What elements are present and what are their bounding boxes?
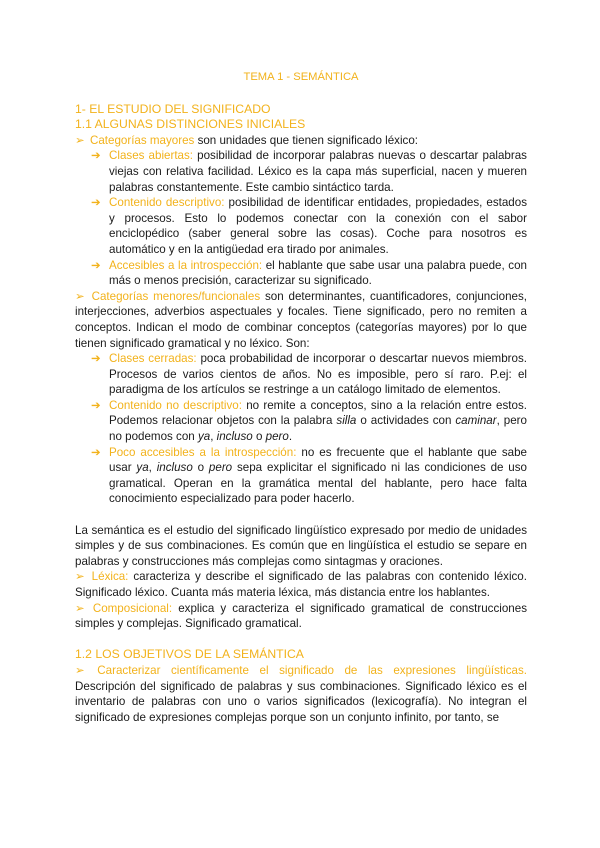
term-text: . <box>288 430 293 444</box>
document-title: TEMA 1 - SEMÁNTICA <box>243 71 359 83</box>
bullet-categorias-mayores <box>75 133 527 149</box>
separator: , <box>148 461 157 475</box>
term-text: son unidades que tienen significado léxico: <box>194 133 418 147</box>
spacer <box>75 632 527 648</box>
term-label: Categorías menores/funcionales <box>91 289 261 303</box>
term-text: posibilidad de identificar entidades, propiedades, estados y procesos. Esto lo podemos conectar con la conexión con el sabor enciclopédico (saber general sobre las cosas). Coche para nosotros es automático y en la antigüedad era tirado por animales. <box>109 196 528 256</box>
paragraph-semantica: La semántica es el estudio del significado lingüístico expresado por medio de unidades simples y de sus combinaciones. Es común que en lingüística el estudio se separe en palabras y construcciones más complejas como sintagmas y oraciones. <box>75 523 527 568</box>
term-label: Léxica: <box>91 570 129 584</box>
term-text: o actividades con <box>356 414 456 428</box>
term-label: Clases abiertas: <box>109 149 194 163</box>
document-body <box>75 70 527 725</box>
term-label: Contenido descriptivo: <box>109 196 225 210</box>
heading-1-1: 1.1 ALGUNAS DISTINCIONES INICIALES <box>75 117 306 132</box>
term-text: caracteriza y describe el significado de las palabras con contenido léxico. Significado léxico. Cuanta más materia léxica, más distancia entre los hablantes. <box>75 570 527 599</box>
example-word: incluso <box>156 461 193 475</box>
example-word: pero <box>208 461 233 475</box>
term-text: Descripción del significado de palabras y sus combinaciones. Significado léxico es el inventario de palabras con uno o varios significados (lexicografía). No integran el significado de expresiones complejas porque son un conjunto infinito, por tanto, se <box>75 679 527 724</box>
bullet-icon: ➢ <box>75 663 85 677</box>
subitem-clases-cerradas <box>75 351 527 398</box>
subitem-contenido-descriptivo <box>75 195 527 257</box>
bullet-composicional <box>75 601 527 632</box>
subitem-accesibles <box>75 258 527 289</box>
term-label: Caracterizar científicamente el significado de las expresiones lingüísticas. <box>97 663 527 677</box>
term-text: posibilidad de incorporar palabras nuevas o descartar palabras viejas con relativa facilidad. Léxico es la capa más superficial, nacen y mueren palabras constantemente. Este cambio sintáctico tarda. <box>109 149 527 194</box>
term-label: Contenido no descriptivo: <box>109 398 242 412</box>
arrow-icon: ➔ <box>91 398 101 412</box>
bullet-caracterizar <box>75 663 527 725</box>
example-word: incluso <box>216 430 253 444</box>
heading-1-2: 1.2 LOS OBJETIVOS DE LA SEMÁNTICA <box>75 647 304 662</box>
term-label: Categorías mayores <box>89 133 195 147</box>
bullet-icon: ➢ <box>75 289 85 303</box>
term-text: explica y caracteriza el significado gramatical de construcciones simples y complejas. Significado gramatical. <box>75 601 527 631</box>
example-word: ya <box>197 430 211 444</box>
subitem-contenido-no-descriptivo <box>75 398 527 445</box>
separator: o <box>252 430 266 444</box>
example-word: pero <box>265 430 289 444</box>
bullet-icon: ➢ <box>75 570 85 584</box>
spacer <box>75 507 527 523</box>
arrow-icon: ➔ <box>91 445 101 459</box>
term-label: Composicional: <box>92 601 173 615</box>
subitem-clases-abiertas <box>75 148 527 195</box>
bullet-icon: ➢ <box>75 133 85 147</box>
term-text: son determinantes, cuantificadores, conjunciones, interjecciones, adverbios aspectuales y focales. Tiene significado, pero no remiten a conceptos. Indican el modo de combinar conceptos (categorías mayores) por lo que tienen significado gramatical y no léxico. Son: <box>75 289 527 350</box>
example-word: ya <box>136 461 149 475</box>
bullet-icon: ➢ <box>75 601 85 615</box>
separator: , <box>210 430 217 444</box>
subitem-poco-accesibles <box>75 445 527 507</box>
bullet-categorias-menores <box>75 289 527 351</box>
term-label: Clases cerradas: <box>109 352 197 366</box>
term-text: el hablante que sabe usar una palabra puede, con más o menos precisión, caracterizar su significado. <box>109 258 527 288</box>
term-text: no remite a conceptos, sino a la relación entre estos. Podemos relacionar objetos con la palabra <box>109 398 527 428</box>
example-word: silla <box>336 414 357 428</box>
example-word: caminar <box>455 414 497 428</box>
bullet-lexica <box>75 569 527 600</box>
arrow-icon: ➔ <box>91 149 101 163</box>
term-label: Poco accesibles a la introspección: <box>109 445 297 459</box>
separator: o <box>192 461 209 475</box>
arrow-icon: ➔ <box>91 196 101 210</box>
term-text: , pero no podemos con <box>109 414 527 444</box>
term-text: poca probabilidad de incorporar o descartar nuevos miembros. Procesos de varios cientos de años. No es imposible, pero sí raro. P.ej: el paradigma de los artículos se restringe a un catálogo limitado de elementos. <box>109 352 527 397</box>
arrow-icon: ➔ <box>91 258 101 272</box>
heading-1: 1- EL ESTUDIO DEL SIGNIFICADO <box>75 101 271 116</box>
term-label: Accesibles a la introspección: <box>109 258 263 272</box>
arrow-icon: ➔ <box>91 352 101 366</box>
term-text: no es frecuente que el hablante que sabe usar <box>109 445 527 475</box>
term-text: sepa explicitar el significado ni las condiciones de uso gramatical. Operan en la gramática mental del hablante, pero hace falta conocimiento especializado para poder hacerlo. <box>109 461 527 506</box>
